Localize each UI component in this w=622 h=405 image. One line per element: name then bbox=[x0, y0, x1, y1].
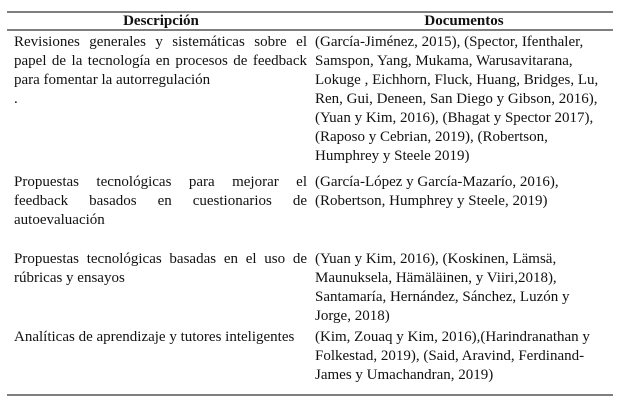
table-row bbox=[7, 328, 613, 394]
table-header-row bbox=[7, 13, 613, 29]
cell-descripcion: Propuestas tecnológicas para mejorar el feedback basados en cuestionarios de autoevaluación bbox=[14, 174, 307, 228]
column-header-descripcion: Descripción bbox=[123, 12, 199, 29]
cell-descripcion-text: Revisiones generales y sistemáticas sobre el papel de la tecnología en procesos de feedback para fomentar la autorregulación bbox=[14, 34, 307, 88]
table-row bbox=[7, 173, 613, 250]
cell-documentos: (García-Jiménez, 2015), (Spector, Ifenthaler, Samspon, Yang, Mukama, Warusavitarana, Lokuge , Eichhorn, Fluck, Huang, Bridges, Lu, Ren, Gui, Deneen, San Diego y Gibson, 2016), (Yuan y Kim, 2016), (Bhagat y Spector 2017), (Raposo y Cebrian, 2019), (Robertson, Humphrey y Steele 2019) bbox=[315, 34, 599, 164]
references-table bbox=[7, 11, 613, 396]
cell-descripcion: Propuestas tecnológicas basadas en el uso de rúbricas y ensayos bbox=[14, 251, 307, 286]
column-header-documentos: Documentos bbox=[424, 12, 504, 29]
cell-documentos: (Kim, Zouaq y Kim, 2016),(Harindranathan y Folkestad, 2019), (Said, Aravind, Ferdinand-James y Umachandran, 2019) bbox=[315, 329, 590, 383]
cell-descripcion: Analíticas de aprendizaje y tutores inteligentes bbox=[14, 329, 295, 345]
cell-documentos: (García-López y García-Mazarío, 2016), (Robertson, Humphrey y Steele, 2019) bbox=[315, 174, 559, 209]
cell-documentos: (Yuan y Kim, 2016), (Koskinen, Lämsä, Maunuksela, Hämäläinen, y Viiri,2018), Santamaría, Hernández, Sánchez, Luzón y Jorge, 2018) bbox=[315, 251, 570, 324]
cell-descripcion bbox=[14, 33, 307, 173]
cell-trailing-mark: . bbox=[14, 91, 18, 107]
table-row bbox=[7, 33, 613, 173]
table-body bbox=[7, 31, 613, 394]
table-row bbox=[7, 250, 613, 328]
table-bottom-rule bbox=[7, 394, 613, 396]
